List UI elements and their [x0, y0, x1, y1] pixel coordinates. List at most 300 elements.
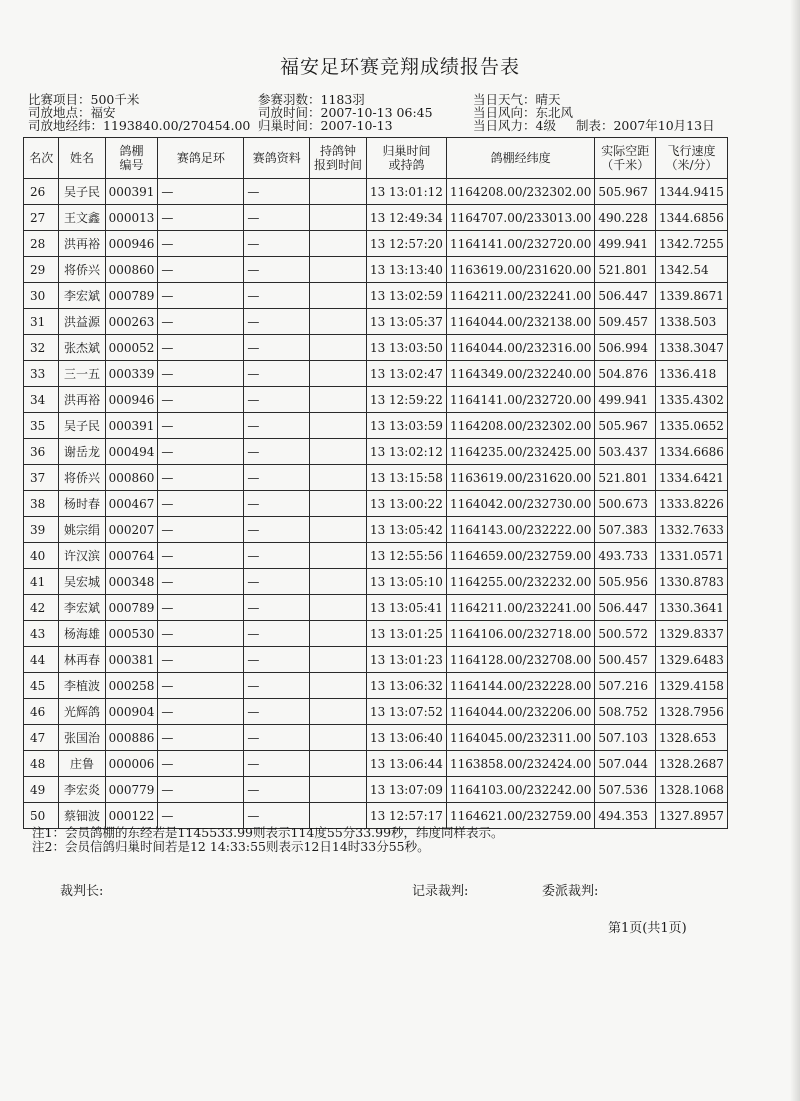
bird-info-cell: —: [244, 309, 310, 335]
name-cell: 姚宗绢: [59, 517, 105, 543]
speed-cell: 1338.3047: [656, 335, 728, 361]
recorder-referee-label: 记录裁判:: [412, 884, 469, 899]
loft-id-cell: 000122: [105, 803, 158, 829]
distance-cell: 509.457: [595, 309, 656, 335]
return-time-cell: 13 13:01:25: [366, 621, 446, 647]
bird-info-cell: —: [244, 387, 310, 413]
loft-id-cell: 000467: [105, 491, 158, 517]
clock-time-cell: [310, 309, 367, 335]
name-cell: 洪再裕: [59, 231, 105, 257]
rank-cell: 50: [24, 803, 59, 829]
rank-cell: 39: [24, 517, 59, 543]
return-time-cell: 13 13:05:41: [366, 595, 446, 621]
loft-id-cell: 000764: [105, 543, 158, 569]
table-row: [24, 309, 728, 335]
speed-cell: 1328.7956: [656, 699, 728, 725]
clock-time-cell: [310, 283, 367, 309]
table-row: [24, 569, 728, 595]
clock-time-cell: [310, 621, 367, 647]
report-title: 福安足环赛竞翔成绩报告表: [279, 56, 520, 78]
return-time-cell: 13 13:01:23: [366, 647, 446, 673]
return-time-cell: 13 13:02:12: [366, 439, 446, 465]
coords-cell: 1164255.00/232232.00: [446, 569, 594, 595]
rank-cell: 41: [24, 569, 59, 595]
bird-info-cell: —: [244, 777, 310, 803]
coords-cell: 1164106.00/232718.00: [446, 621, 594, 647]
name-cell: 将侨兴: [59, 257, 105, 283]
delegate-referee-label: 委派裁判:: [542, 884, 599, 899]
bird-info-cell: —: [244, 751, 310, 777]
bird-info-cell: —: [244, 179, 310, 205]
ring-cell: —: [158, 283, 244, 309]
bird-info-cell: —: [244, 803, 310, 829]
loft-id-cell: 000006: [105, 751, 158, 777]
return-time-cell: 13 13:05:42: [366, 517, 446, 543]
chief-referee-label: 裁判长:: [60, 884, 104, 899]
ring-cell: —: [158, 413, 244, 439]
col-coords-header: 鸽棚经纬度: [446, 138, 594, 179]
speed-cell: 1342.54: [656, 257, 728, 283]
bird-info-cell: —: [244, 413, 310, 439]
return-time-cell: 13 13:00:22: [366, 491, 446, 517]
distance-cell: 499.941: [595, 387, 656, 413]
table-row: [24, 179, 728, 205]
page-number: 第1页(共1页): [608, 921, 687, 936]
speed-cell: 1338.503: [656, 309, 728, 335]
clock-time-cell: [310, 647, 367, 673]
table-row: [24, 335, 728, 361]
col-speed-header: 飞行速度 （米/分）: [656, 138, 728, 179]
coords-cell: 1164211.00/232241.00: [446, 595, 594, 621]
clock-time-cell: [310, 673, 367, 699]
rank-cell: 26: [24, 179, 59, 205]
speed-cell: 1330.3641: [656, 595, 728, 621]
ring-cell: —: [158, 595, 244, 621]
ring-cell: —: [158, 231, 244, 257]
bird-info-cell: —: [244, 465, 310, 491]
coords-cell: 1163858.00/232424.00: [446, 751, 594, 777]
clock-time-cell: [310, 595, 367, 621]
coords-cell: 1164044.00/232138.00: [446, 309, 594, 335]
name-cell: 杨海雄: [59, 621, 105, 647]
return-time-cell: 13 12:59:22: [366, 387, 446, 413]
ring-cell: —: [158, 309, 244, 335]
distance-cell: 506.447: [595, 283, 656, 309]
table-row: [24, 257, 728, 283]
name-cell: 谢岳龙: [59, 439, 105, 465]
weather: 当日天气：晴天: [473, 92, 561, 107]
speed-cell: 1344.6856: [656, 205, 728, 231]
table-row: [24, 439, 728, 465]
rank-cell: 28: [24, 231, 59, 257]
rank-cell: 30: [24, 283, 59, 309]
loft-id-cell: 000052: [105, 335, 158, 361]
loft-id-cell: 000530: [105, 621, 158, 647]
meta-col-1: [28, 93, 250, 132]
loft-id-cell: 000860: [105, 465, 158, 491]
loft-id-cell: 000339: [105, 361, 158, 387]
ring-cell: —: [158, 387, 244, 413]
notes: [32, 826, 504, 854]
clock-time-cell: [310, 257, 367, 283]
distance-cell: 507.044: [595, 751, 656, 777]
distance-cell: 494.353: [595, 803, 656, 829]
table-header-row: [24, 138, 728, 179]
ring-cell: —: [158, 257, 244, 283]
race-distance: 比赛项目：500千米: [28, 92, 140, 107]
speed-cell: 1328.653: [656, 725, 728, 751]
name-cell: 将侨兴: [59, 465, 105, 491]
bird-info-cell: —: [244, 335, 310, 361]
bird-info-cell: —: [244, 517, 310, 543]
loft-id-cell: 000207: [105, 517, 158, 543]
wind-strength: [473, 119, 715, 132]
rank-cell: 40: [24, 543, 59, 569]
col-rank-header: 名次: [24, 138, 59, 179]
rank-cell: 32: [24, 335, 59, 361]
table-row: [24, 491, 728, 517]
col-name-header: 姓名: [59, 138, 105, 179]
rank-cell: 31: [24, 309, 59, 335]
speed-cell: 1334.6686: [656, 439, 728, 465]
distance-cell: 500.572: [595, 621, 656, 647]
rank-cell: 48: [24, 751, 59, 777]
bird-info-cell: —: [244, 257, 310, 283]
return-time-cell: 13 13:07:52: [366, 699, 446, 725]
ring-cell: —: [158, 647, 244, 673]
speed-cell: 1335.4302: [656, 387, 728, 413]
col-distance-header: 实际空距 （千米）: [595, 138, 656, 179]
ring-cell: —: [158, 569, 244, 595]
coords-cell: 1164045.00/232311.00: [446, 725, 594, 751]
speed-cell: 1329.4158: [656, 673, 728, 699]
loft-id-cell: 000391: [105, 179, 158, 205]
loft-id-cell: 000789: [105, 595, 158, 621]
loft-id-cell: 000946: [105, 387, 158, 413]
ring-cell: —: [158, 335, 244, 361]
table-row: [24, 231, 728, 257]
coords-cell: 1164707.00/233013.00: [446, 205, 594, 231]
bird-info-cell: —: [244, 673, 310, 699]
loft-id-cell: 000391: [105, 413, 158, 439]
entry-count: 参赛羽数：1183羽: [258, 92, 365, 107]
release-coords: 司放地经纬：1193840.00/270454.00: [28, 118, 251, 133]
loft-id-cell: 000381: [105, 647, 158, 673]
bird-info-cell: —: [244, 231, 310, 257]
loft-id-cell: 000789: [105, 283, 158, 309]
loft-id-cell: 000013: [105, 205, 158, 231]
table-row: [24, 543, 728, 569]
col-clock-time-header: 持鸽钟 报到时间: [310, 138, 367, 179]
rank-cell: 46: [24, 699, 59, 725]
clock-time-cell: [310, 777, 367, 803]
ring-cell: —: [158, 179, 244, 205]
ring-cell: —: [158, 803, 244, 829]
clock-time-cell: [310, 543, 367, 569]
return-time-cell: 13 13:05:37: [366, 309, 446, 335]
speed-cell: 1335.0652: [656, 413, 728, 439]
rank-cell: 47: [24, 725, 59, 751]
table-row: [24, 413, 728, 439]
name-cell: 庄鲁: [59, 751, 105, 777]
bird-info-cell: —: [244, 699, 310, 725]
table-row: [24, 465, 728, 491]
meta-col-3: [473, 93, 715, 132]
speed-cell: 1339.8671: [656, 283, 728, 309]
bird-info-cell: —: [244, 647, 310, 673]
table-row: [24, 777, 728, 803]
release-site: 司放地点：福安: [28, 105, 116, 120]
return-time-cell: 13 13:06:44: [366, 751, 446, 777]
wind-direction: 当日风向：东北风: [473, 105, 574, 120]
speed-cell: 1331.0571: [656, 543, 728, 569]
clock-time-cell: [310, 231, 367, 257]
return-time-cell: 13 13:13:40: [366, 257, 446, 283]
name-cell: 吴子民: [59, 179, 105, 205]
speed-cell: 1327.8957: [656, 803, 728, 829]
bird-info-cell: —: [244, 283, 310, 309]
clock-time-cell: [310, 699, 367, 725]
distance-cell: 521.801: [595, 257, 656, 283]
coords-cell: 1164208.00/232302.00: [446, 179, 594, 205]
coords-cell: 1164128.00/232708.00: [446, 647, 594, 673]
rank-cell: 34: [24, 387, 59, 413]
rank-cell: 35: [24, 413, 59, 439]
speed-cell: 1332.7633: [656, 517, 728, 543]
rank-cell: 42: [24, 595, 59, 621]
clock-time-cell: [310, 465, 367, 491]
bird-info-cell: —: [244, 621, 310, 647]
col-loft-id-header: 鸽棚 编号: [105, 138, 158, 179]
return-time-cell: 13 13:07:09: [366, 777, 446, 803]
distance-cell: 506.994: [595, 335, 656, 361]
distance-cell: 505.956: [595, 569, 656, 595]
return-time-cell: 13 13:03:59: [366, 413, 446, 439]
speed-cell: 1329.8337: [656, 621, 728, 647]
name-cell: 洪益源: [59, 309, 105, 335]
distance-cell: 490.228: [595, 205, 656, 231]
table-row: [24, 361, 728, 387]
table-row: [24, 621, 728, 647]
ring-cell: —: [158, 491, 244, 517]
loft-id-cell: 000946: [105, 231, 158, 257]
table-row: [24, 751, 728, 777]
table-row: [24, 387, 728, 413]
distance-cell: 507.536: [595, 777, 656, 803]
clock-time-cell: [310, 205, 367, 231]
distance-cell: 507.103: [595, 725, 656, 751]
name-cell: 三一五: [59, 361, 105, 387]
meta-col-2: [258, 93, 433, 132]
rank-cell: 49: [24, 777, 59, 803]
loft-id-cell: 000860: [105, 257, 158, 283]
clock-time-cell: [310, 751, 367, 777]
loft-id-cell: 000886: [105, 725, 158, 751]
ring-cell: —: [158, 205, 244, 231]
rank-cell: 37: [24, 465, 59, 491]
table-row: [24, 595, 728, 621]
distance-cell: 504.876: [595, 361, 656, 387]
table-row: [24, 673, 728, 699]
ring-cell: —: [158, 465, 244, 491]
name-cell: 李宏斌: [59, 283, 105, 309]
speed-cell: 1344.9415: [656, 179, 728, 205]
name-cell: 吴宏城: [59, 569, 105, 595]
return-time-cell: 13 12:55:56: [366, 543, 446, 569]
return-time-cell: 13 12:57:20: [366, 231, 446, 257]
table-row: [24, 283, 728, 309]
rank-cell: 27: [24, 205, 59, 231]
rank-cell: 29: [24, 257, 59, 283]
clock-time-cell: [310, 517, 367, 543]
speed-cell: 1328.2687: [656, 751, 728, 777]
loft-id-cell: 000494: [105, 439, 158, 465]
ring-cell: —: [158, 543, 244, 569]
col-return-time-header: 归巢时间 或持鸽: [366, 138, 446, 179]
return-time-cell: 13 13:02:59: [366, 283, 446, 309]
speed-cell: 1329.6483: [656, 647, 728, 673]
ring-cell: —: [158, 361, 244, 387]
distance-cell: 505.967: [595, 179, 656, 205]
name-cell: 李植波: [59, 673, 105, 699]
coords-cell: 1164211.00/232241.00: [446, 283, 594, 309]
clock-time-cell: [310, 725, 367, 751]
note-1: 注1：会员鸽棚的东经若是1145533.99则表示114度55分33.99秒，纬度同样表示。: [32, 825, 504, 840]
bird-info-cell: —: [244, 439, 310, 465]
ring-cell: —: [158, 621, 244, 647]
return-time-cell: 13 12:57:17: [366, 803, 446, 829]
distance-cell: 493.733: [595, 543, 656, 569]
return-time-cell: 13 13:05:10: [366, 569, 446, 595]
bird-info-cell: —: [244, 361, 310, 387]
speed-cell: 1342.7255: [656, 231, 728, 257]
coords-cell: 1164044.00/232316.00: [446, 335, 594, 361]
distance-cell: 500.673: [595, 491, 656, 517]
rank-cell: 36: [24, 439, 59, 465]
bird-info-cell: —: [244, 569, 310, 595]
distance-cell: 503.437: [595, 439, 656, 465]
name-cell: 蔡钿波: [59, 803, 105, 829]
clock-time-cell: [310, 439, 367, 465]
ring-cell: —: [158, 439, 244, 465]
distance-cell: 499.941: [595, 231, 656, 257]
return-time-cell: 13 13:02:47: [366, 361, 446, 387]
col-bird-info-header: 赛鸽资料: [244, 138, 310, 179]
name-cell: 李宏斌: [59, 595, 105, 621]
clock-time-cell: [310, 491, 367, 517]
speed-cell: 1334.6421: [656, 465, 728, 491]
rank-cell: 44: [24, 647, 59, 673]
bird-info-cell: —: [244, 543, 310, 569]
table-row: [24, 205, 728, 231]
distance-cell: 506.447: [595, 595, 656, 621]
loft-id-cell: 000348: [105, 569, 158, 595]
coords-cell: 1164349.00/232240.00: [446, 361, 594, 387]
coords-cell: 1163619.00/231620.00: [446, 465, 594, 491]
loft-id-cell: 000779: [105, 777, 158, 803]
table-row: [24, 699, 728, 725]
rank-cell: 45: [24, 673, 59, 699]
name-cell: 杨时春: [59, 491, 105, 517]
loft-id-cell: 000263: [105, 309, 158, 335]
bird-info-cell: —: [244, 725, 310, 751]
name-cell: 光辉鸽: [59, 699, 105, 725]
clock-time-cell: [310, 569, 367, 595]
coords-cell: 1163619.00/231620.00: [446, 257, 594, 283]
coords-cell: 1164141.00/232720.00: [446, 387, 594, 413]
results-table: [23, 137, 728, 829]
clock-time-cell: [310, 335, 367, 361]
coords-cell: 1164143.00/232222.00: [446, 517, 594, 543]
distance-cell: 507.216: [595, 673, 656, 699]
ring-cell: —: [158, 673, 244, 699]
coords-cell: 1164103.00/232242.00: [446, 777, 594, 803]
distance-cell: 505.967: [595, 413, 656, 439]
name-cell: 吴子民: [59, 413, 105, 439]
coords-cell: 1164042.00/232730.00: [446, 491, 594, 517]
table-row: [24, 647, 728, 673]
rank-cell: 38: [24, 491, 59, 517]
coords-cell: 1164044.00/232206.00: [446, 699, 594, 725]
distance-cell: 507.383: [595, 517, 656, 543]
ring-cell: —: [158, 751, 244, 777]
distance-cell: 500.457: [595, 647, 656, 673]
coords-cell: 1164144.00/232228.00: [446, 673, 594, 699]
ring-cell: —: [158, 777, 244, 803]
return-time-cell: 13 13:06:40: [366, 725, 446, 751]
rank-cell: 33: [24, 361, 59, 387]
clock-time-cell: [310, 387, 367, 413]
table-row: [24, 517, 728, 543]
name-cell: 许汉滨: [59, 543, 105, 569]
return-time-cell: 13 13:15:58: [366, 465, 446, 491]
table-body: [24, 179, 728, 829]
name-cell: 李宏炎: [59, 777, 105, 803]
distance-cell: 508.752: [595, 699, 656, 725]
clock-time-cell: [310, 413, 367, 439]
made-date: 制表：2007年10月13日: [575, 118, 715, 133]
loft-id-cell: 000904: [105, 699, 158, 725]
rank-cell: 43: [24, 621, 59, 647]
speed-cell: 1336.418: [656, 361, 728, 387]
table-row: [24, 725, 728, 751]
clock-time-cell: [310, 179, 367, 205]
speed-cell: 1328.1068: [656, 777, 728, 803]
speed-cell: 1330.8783: [656, 569, 728, 595]
return-time-cell: 13 13:01:12: [366, 179, 446, 205]
return-time-cell: 13 13:06:32: [366, 673, 446, 699]
return-time-cell: 13 12:49:34: [366, 205, 446, 231]
distance-cell: 521.801: [595, 465, 656, 491]
return-time-cell: 13 13:03:50: [366, 335, 446, 361]
bird-info-cell: —: [244, 491, 310, 517]
name-cell: 王文鑫: [59, 205, 105, 231]
clock-time-cell: [310, 361, 367, 387]
ring-cell: —: [158, 699, 244, 725]
note-2: 注2：会员信鸽归巢时间若是12 14:33:55则表示12日14时33分55秒。: [32, 839, 430, 854]
name-cell: 林再春: [59, 647, 105, 673]
release-time: 司放时间：2007-10-13 06:45: [258, 105, 433, 120]
bird-info-cell: —: [244, 205, 310, 231]
ring-cell: —: [158, 517, 244, 543]
ring-cell: —: [158, 725, 244, 751]
name-cell: 张杰斌: [59, 335, 105, 361]
bird-info-cell: —: [244, 595, 310, 621]
speed-cell: 1333.8226: [656, 491, 728, 517]
loft-id-cell: 000258: [105, 673, 158, 699]
coords-cell: 1164621.00/232759.00: [446, 803, 594, 829]
return-date: 归巢时间：2007-10-13: [258, 118, 393, 133]
